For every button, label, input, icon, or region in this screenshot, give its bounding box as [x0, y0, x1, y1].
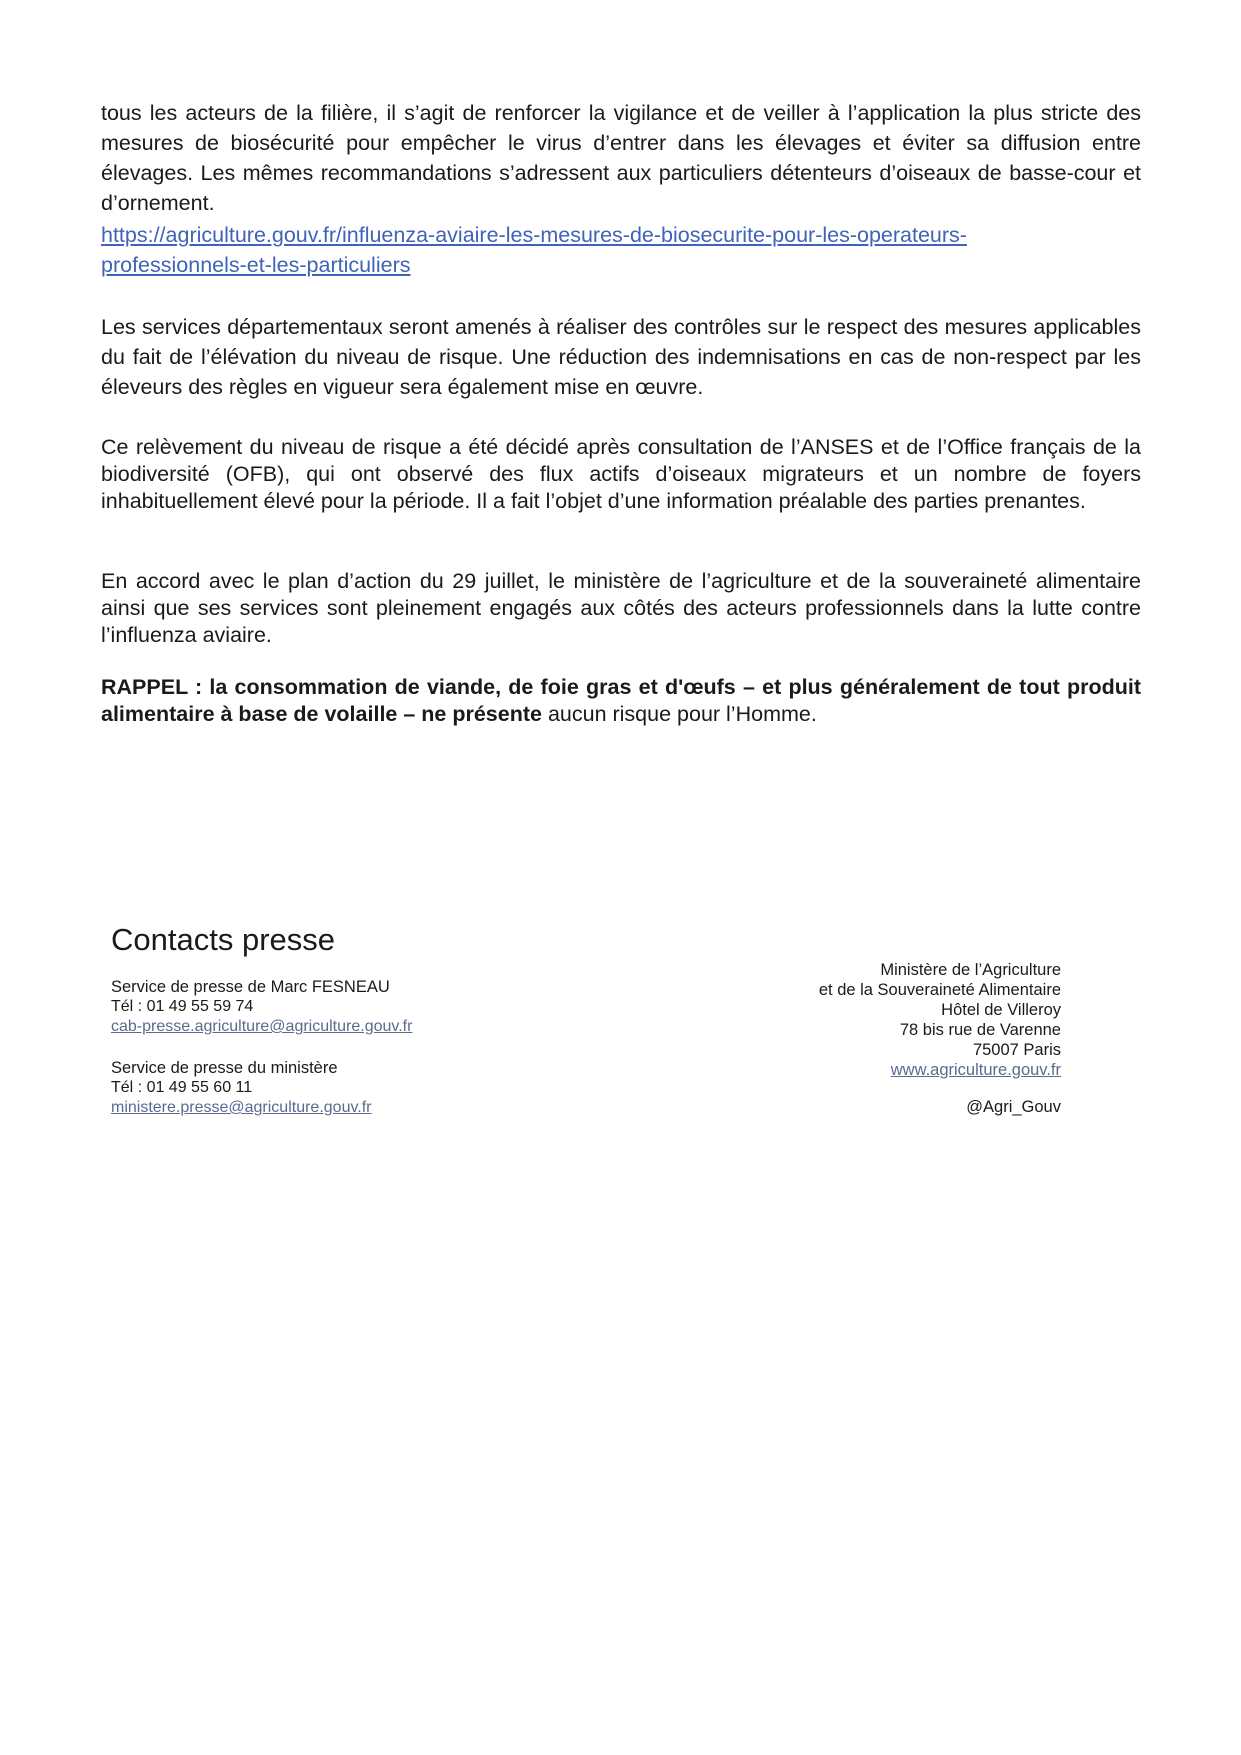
address-line5: 75007 Paris: [972, 1041, 1061, 1059]
address-line1: Ministère de l’Agriculture: [880, 961, 1061, 979]
reminder-bold-text: RAPPEL : la consommation de viande, de foie gras et d'œufs – et plus généralement de tout produit alimentaire à base de volaille – ne présente: [101, 675, 1141, 726]
contact2-name: Service de presse du ministère: [111, 1059, 338, 1077]
biosecurity-link-line1[interactable]: https://agriculture.gouv.fr/influenza-aviaire-les-mesures-de-biosecurite-pour-les-operateurs-: [101, 223, 967, 247]
paragraph-risk-level: Ce relèvement du niveau de risque a été décidé après consultation de l’ANSES et de l’Office français de la biodiversité (OFB), qui ont observé des flux actifs d’oiseaux migrateurs et un nombre de foyers inhabituellement élevé pour la période. Il a fait l’objet d’une information préalable des parties prenantes.: [101, 435, 1141, 513]
paragraph-controls: Les services départementaux seront amenés à réaliser des contrôles sur le respect des mesures applicables du fait de l’élévation du niveau de risque. Une réduction des indemnisations en cas de non-respect par les éleveurs des règles en vigueur sera également mise en œuvre.: [101, 315, 1141, 399]
reminder-rest-text: aucun risque pour l’Homme.: [541, 702, 817, 726]
website-link[interactable]: www.agriculture.gouv.fr: [890, 1061, 1061, 1079]
contact1-email-link[interactable]: cab-presse.agriculture@agriculture.gouv.fr: [111, 1018, 413, 1035]
contact-ministry-press: [111, 1058, 372, 1118]
address-line4: 78 bis rue de Varenne: [899, 1021, 1061, 1039]
paragraph-reminder: [101, 674, 1141, 728]
contact-minister-press: [111, 977, 412, 1037]
address-line2: et de la Souveraineté Alimentaire: [818, 981, 1061, 999]
contact1-name: Service de presse de Marc FESNEAU: [111, 978, 390, 996]
biosecurity-link-block: [101, 220, 1141, 280]
contact2-email-link[interactable]: ministere.presse@agriculture.gouv.fr: [111, 1099, 372, 1116]
biosecurity-link-line2[interactable]: professionnels-et-les-particuliers: [101, 253, 411, 277]
paragraph-action-plan: En accord avec le plan d’action du 29 juillet, le ministère de l’agriculture et de la souveraineté alimentaire ainsi que ses services sont pleinement engagés aux côtés des acteurs professionnels dans la lutte contre l’influenza aviaire.: [101, 569, 1141, 647]
address-line3: Hôtel de Villeroy: [941, 1001, 1061, 1019]
ministry-address: [819, 960, 1061, 1080]
contact2-tel: Tél : 01 49 55 60 11: [111, 1079, 253, 1096]
contacts-title: Contacts presse: [111, 922, 335, 957]
contact1-tel: Tél : 01 49 55 59 74: [111, 998, 254, 1015]
twitter-handle: @Agri_Gouv: [966, 1098, 1061, 1116]
paragraph-biosecurity: tous les acteurs de la filière, il s’agit de renforcer la vigilance et de veiller à l’application la plus stricte des mesures de biosécurité pour empêcher le virus d’entrer dans les élevages et éviter sa diffusion entre élevages. Les mêmes recommandations s’adressent aux particuliers détenteurs d’oiseaux de basse-cour et d’ornement.: [101, 101, 1141, 215]
